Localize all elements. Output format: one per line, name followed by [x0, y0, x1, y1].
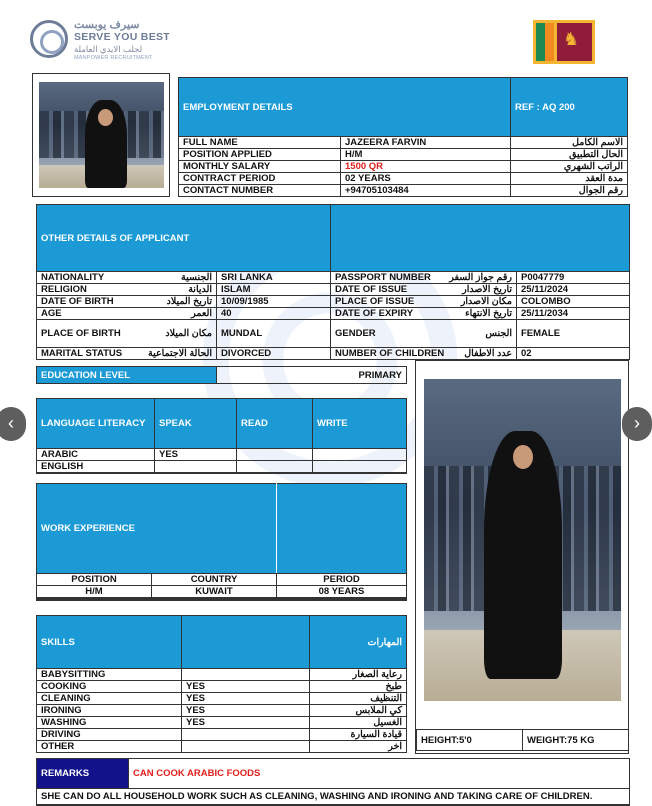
marital-status-arabic: الحالة الاجتماعية — [143, 348, 217, 360]
language-row — [37, 461, 407, 473]
religion-arabic: الديانة — [143, 284, 217, 296]
skill-row — [37, 729, 407, 741]
applicant-photo-small — [39, 82, 164, 188]
position-applied-arabic: الحال التطبيق — [511, 149, 628, 161]
date-of-expiry-label: DATE OF EXPIRY — [331, 308, 433, 320]
date-of-expiry-value: 25/11/2034 — [517, 308, 630, 320]
place-of-birth-value: MUNDAL — [217, 320, 331, 348]
employment-row — [179, 149, 628, 161]
skills-title: SKILLS — [37, 616, 182, 669]
nationality-arabic: الجنسية — [143, 272, 217, 284]
place-of-issue-value: COLOMBO — [517, 296, 630, 308]
gender-value: FEMALE — [517, 320, 630, 348]
skill-arabic: اخر — [310, 741, 407, 753]
skill-label: IRONING — [37, 705, 182, 717]
date-of-issue-arabic: تاريخ الاصدار — [433, 284, 517, 296]
logo-arabic-tagline: لجلب الايدي العاملة — [74, 44, 143, 54]
skill-arabic: قيادة السيارة — [310, 729, 407, 741]
language-read — [237, 461, 313, 473]
other-details-row — [37, 272, 630, 284]
place-of-issue-label: PLACE OF ISSUE — [331, 296, 433, 308]
number-of-children-value: 02 — [517, 348, 630, 360]
date-of-issue-label: DATE OF ISSUE — [331, 284, 433, 296]
work-position: H/M — [37, 586, 152, 598]
gender-arabic: الجنس — [433, 320, 517, 348]
contract-period-arabic: مدة العقد — [511, 173, 628, 185]
skill-value: YES — [182, 681, 310, 693]
contact-number-value: +94705103484 — [341, 185, 511, 197]
passport-number-arabic: رقم جواز السفر — [433, 272, 517, 284]
height-value: HEIGHT:5'0 — [417, 730, 523, 751]
language-write — [313, 449, 407, 461]
date-of-birth-label: DATE OF BIRTH — [37, 296, 143, 308]
religion-value: ISLAM — [217, 284, 331, 296]
contract-period-value: 02 YEARS — [341, 173, 511, 185]
nationality-value: SRI LANKA — [217, 272, 331, 284]
country-header: COUNTRY — [152, 574, 277, 586]
skill-label: WASHING — [37, 717, 182, 729]
skill-label: BABYSITTING — [37, 669, 182, 681]
next-image-button[interactable]: › — [622, 407, 652, 441]
language-name: ENGLISH — [37, 461, 155, 473]
work-row — [37, 586, 407, 598]
other-details-row — [37, 308, 630, 320]
work-period: 08 YEARS — [277, 586, 407, 598]
skill-row — [37, 705, 407, 717]
skill-label: OTHER — [37, 741, 182, 753]
marital-status-value: DIVORCED — [217, 348, 331, 360]
other-details-title-spacer — [331, 205, 630, 272]
weight-value: WEIGHT:75 KG — [523, 730, 629, 751]
skill-arabic: رعاية الصغار — [310, 669, 407, 681]
education-level-label: EDUCATION LEVEL — [37, 367, 217, 384]
other-details-row — [37, 284, 630, 296]
work-country: KUWAIT — [152, 586, 277, 598]
skill-row — [37, 741, 407, 753]
period-header: PERIOD — [277, 574, 407, 586]
skill-row — [37, 669, 407, 681]
reference-number: REF : AQ 200 — [511, 78, 628, 137]
education-level-value: PRIMARY — [217, 367, 407, 384]
other-details-table — [36, 204, 630, 360]
skill-arabic: التنظيف — [310, 693, 407, 705]
gender-label: GENDER — [331, 320, 433, 348]
work-position — [37, 600, 152, 601]
language-write — [313, 473, 407, 474]
remarks-table — [36, 758, 630, 806]
date-of-expiry-arabic: تاريخ الانتهاء — [433, 308, 517, 320]
previous-image-button[interactable]: ‹ — [0, 407, 26, 441]
skill-value — [182, 669, 310, 681]
language-speak — [155, 473, 237, 474]
remarks-highlight: CAN COOK ARABIC FOODS — [129, 759, 630, 789]
remarks-blank-row — [37, 805, 630, 806]
skill-label: COOKING — [37, 681, 182, 693]
monthly-salary-arabic: الراتب الشهري — [511, 161, 628, 173]
contact-number-label: CONTACT NUMBER — [179, 185, 341, 197]
skill-arabic: طبخ — [310, 681, 407, 693]
language-name: ARABIC — [37, 449, 155, 461]
language-speak: YES — [155, 449, 237, 461]
other-details-row — [37, 296, 630, 308]
employment-details-title: EMPLOYMENT DETAILS — [179, 78, 511, 137]
place-of-birth-label: PLACE OF BIRTH — [37, 320, 143, 348]
other-details-row — [37, 320, 630, 348]
skills-title-arabic: المهارات — [310, 616, 407, 669]
skill-value: YES — [182, 693, 310, 705]
employment-row — [179, 161, 628, 173]
religion-label: RELIGION — [37, 284, 143, 296]
logo-arabic-name: سيرف يوبست — [74, 19, 140, 31]
work-country — [152, 600, 277, 601]
skills-title-spacer — [182, 616, 310, 669]
employment-row — [179, 137, 628, 149]
remarks-text: SHE CAN DO ALL HOUSEHOLD WORK SUCH AS CLEANING, WASHING AND IRONING AND TAKING CARE OF CHILDREN. — [37, 789, 630, 805]
date-of-birth-value: 10/09/1985 — [217, 296, 331, 308]
number-of-children-label: NUMBER OF CHILDREN — [331, 348, 433, 360]
write-header: WRITE — [313, 399, 407, 449]
employment-row — [179, 173, 628, 185]
contact-number-arabic: رقم الجوال — [511, 185, 628, 197]
full-name-arabic: الاسم الكامل — [511, 137, 628, 149]
employment-row — [179, 185, 628, 197]
skill-row — [37, 681, 407, 693]
passport-number-value: P0047779 — [517, 272, 630, 284]
position-applied-value: H/M — [341, 149, 511, 161]
physical-details-table — [416, 729, 629, 751]
position-applied-label: POSITION APPLIED — [179, 149, 341, 161]
contract-period-label: CONTRACT PERIOD — [179, 173, 341, 185]
skill-value: YES — [182, 717, 310, 729]
education-level-table — [36, 366, 407, 384]
work-period — [277, 600, 407, 601]
other-details-title: OTHER DETAILS OF APPLICANT — [37, 205, 331, 272]
skill-label: CLEANING — [37, 693, 182, 705]
language-row — [37, 449, 407, 461]
read-header: READ — [237, 399, 313, 449]
skill-arabic: الغسيل — [310, 717, 407, 729]
date-of-birth-arabic: تاريخ الميلاد — [143, 296, 217, 308]
applicant-photo-large-frame — [415, 360, 629, 754]
full-name-label: FULL NAME — [179, 137, 341, 149]
date-of-issue-value: 25/11/2024 — [517, 284, 630, 296]
skill-value — [182, 741, 310, 753]
monthly-salary-value: 1500 QR — [341, 161, 511, 173]
company-logo — [30, 18, 170, 64]
language-name — [37, 473, 155, 474]
place-of-birth-arabic: مكان الميلاد — [143, 320, 217, 348]
skill-row — [37, 693, 407, 705]
skill-row — [37, 717, 407, 729]
language-read — [237, 473, 313, 474]
age-arabic: العمر — [143, 308, 217, 320]
logo-english-name: SERVE YOU BEST — [74, 31, 171, 43]
skill-label: DRIVING — [37, 729, 182, 741]
employment-details-table — [178, 77, 628, 197]
place-of-issue-arabic: مكان الاصدار — [433, 296, 517, 308]
skill-value: YES — [182, 705, 310, 717]
full-name-value: JAZEERA FARVIN — [341, 137, 511, 149]
age-value: 40 — [217, 308, 331, 320]
language-literacy-header: LANGUAGE LITERACY — [37, 399, 155, 449]
sri-lanka-flag-icon: ♞ — [533, 20, 595, 64]
work-experience-title: WORK EXPERIENCE — [37, 484, 277, 574]
work-experience-table — [36, 483, 407, 601]
number-of-children-arabic: عدد الاطفال — [433, 348, 517, 360]
work-row — [37, 600, 407, 601]
age-label: AGE — [37, 308, 143, 320]
skill-arabic: كي الملابس — [310, 705, 407, 717]
remarks-label: REMARKS — [37, 759, 129, 789]
marital-status-label: MARITAL STATUS — [37, 348, 143, 360]
applicant-photo-large — [424, 379, 621, 701]
logo-subtitle: MANPOWER RECRUITMENT — [74, 55, 153, 61]
nationality-label: NATIONALITY — [37, 272, 143, 284]
applicant-photo-small-frame — [32, 73, 170, 197]
skill-value — [182, 729, 310, 741]
language-read — [237, 449, 313, 461]
other-details-row — [37, 348, 630, 360]
work-experience-title-spacer — [277, 484, 407, 574]
language-row — [37, 473, 407, 474]
logo-emblem-icon — [30, 20, 68, 58]
monthly-salary-label: MONTHLY SALARY — [179, 161, 341, 173]
passport-number-label: PASSPORT NUMBER — [331, 272, 433, 284]
speak-header: SPEAK — [155, 399, 237, 449]
position-header: POSITION — [37, 574, 152, 586]
language-write — [313, 461, 407, 473]
language-speak — [155, 461, 237, 473]
language-literacy-table — [36, 398, 407, 474]
skills-table — [36, 615, 407, 753]
